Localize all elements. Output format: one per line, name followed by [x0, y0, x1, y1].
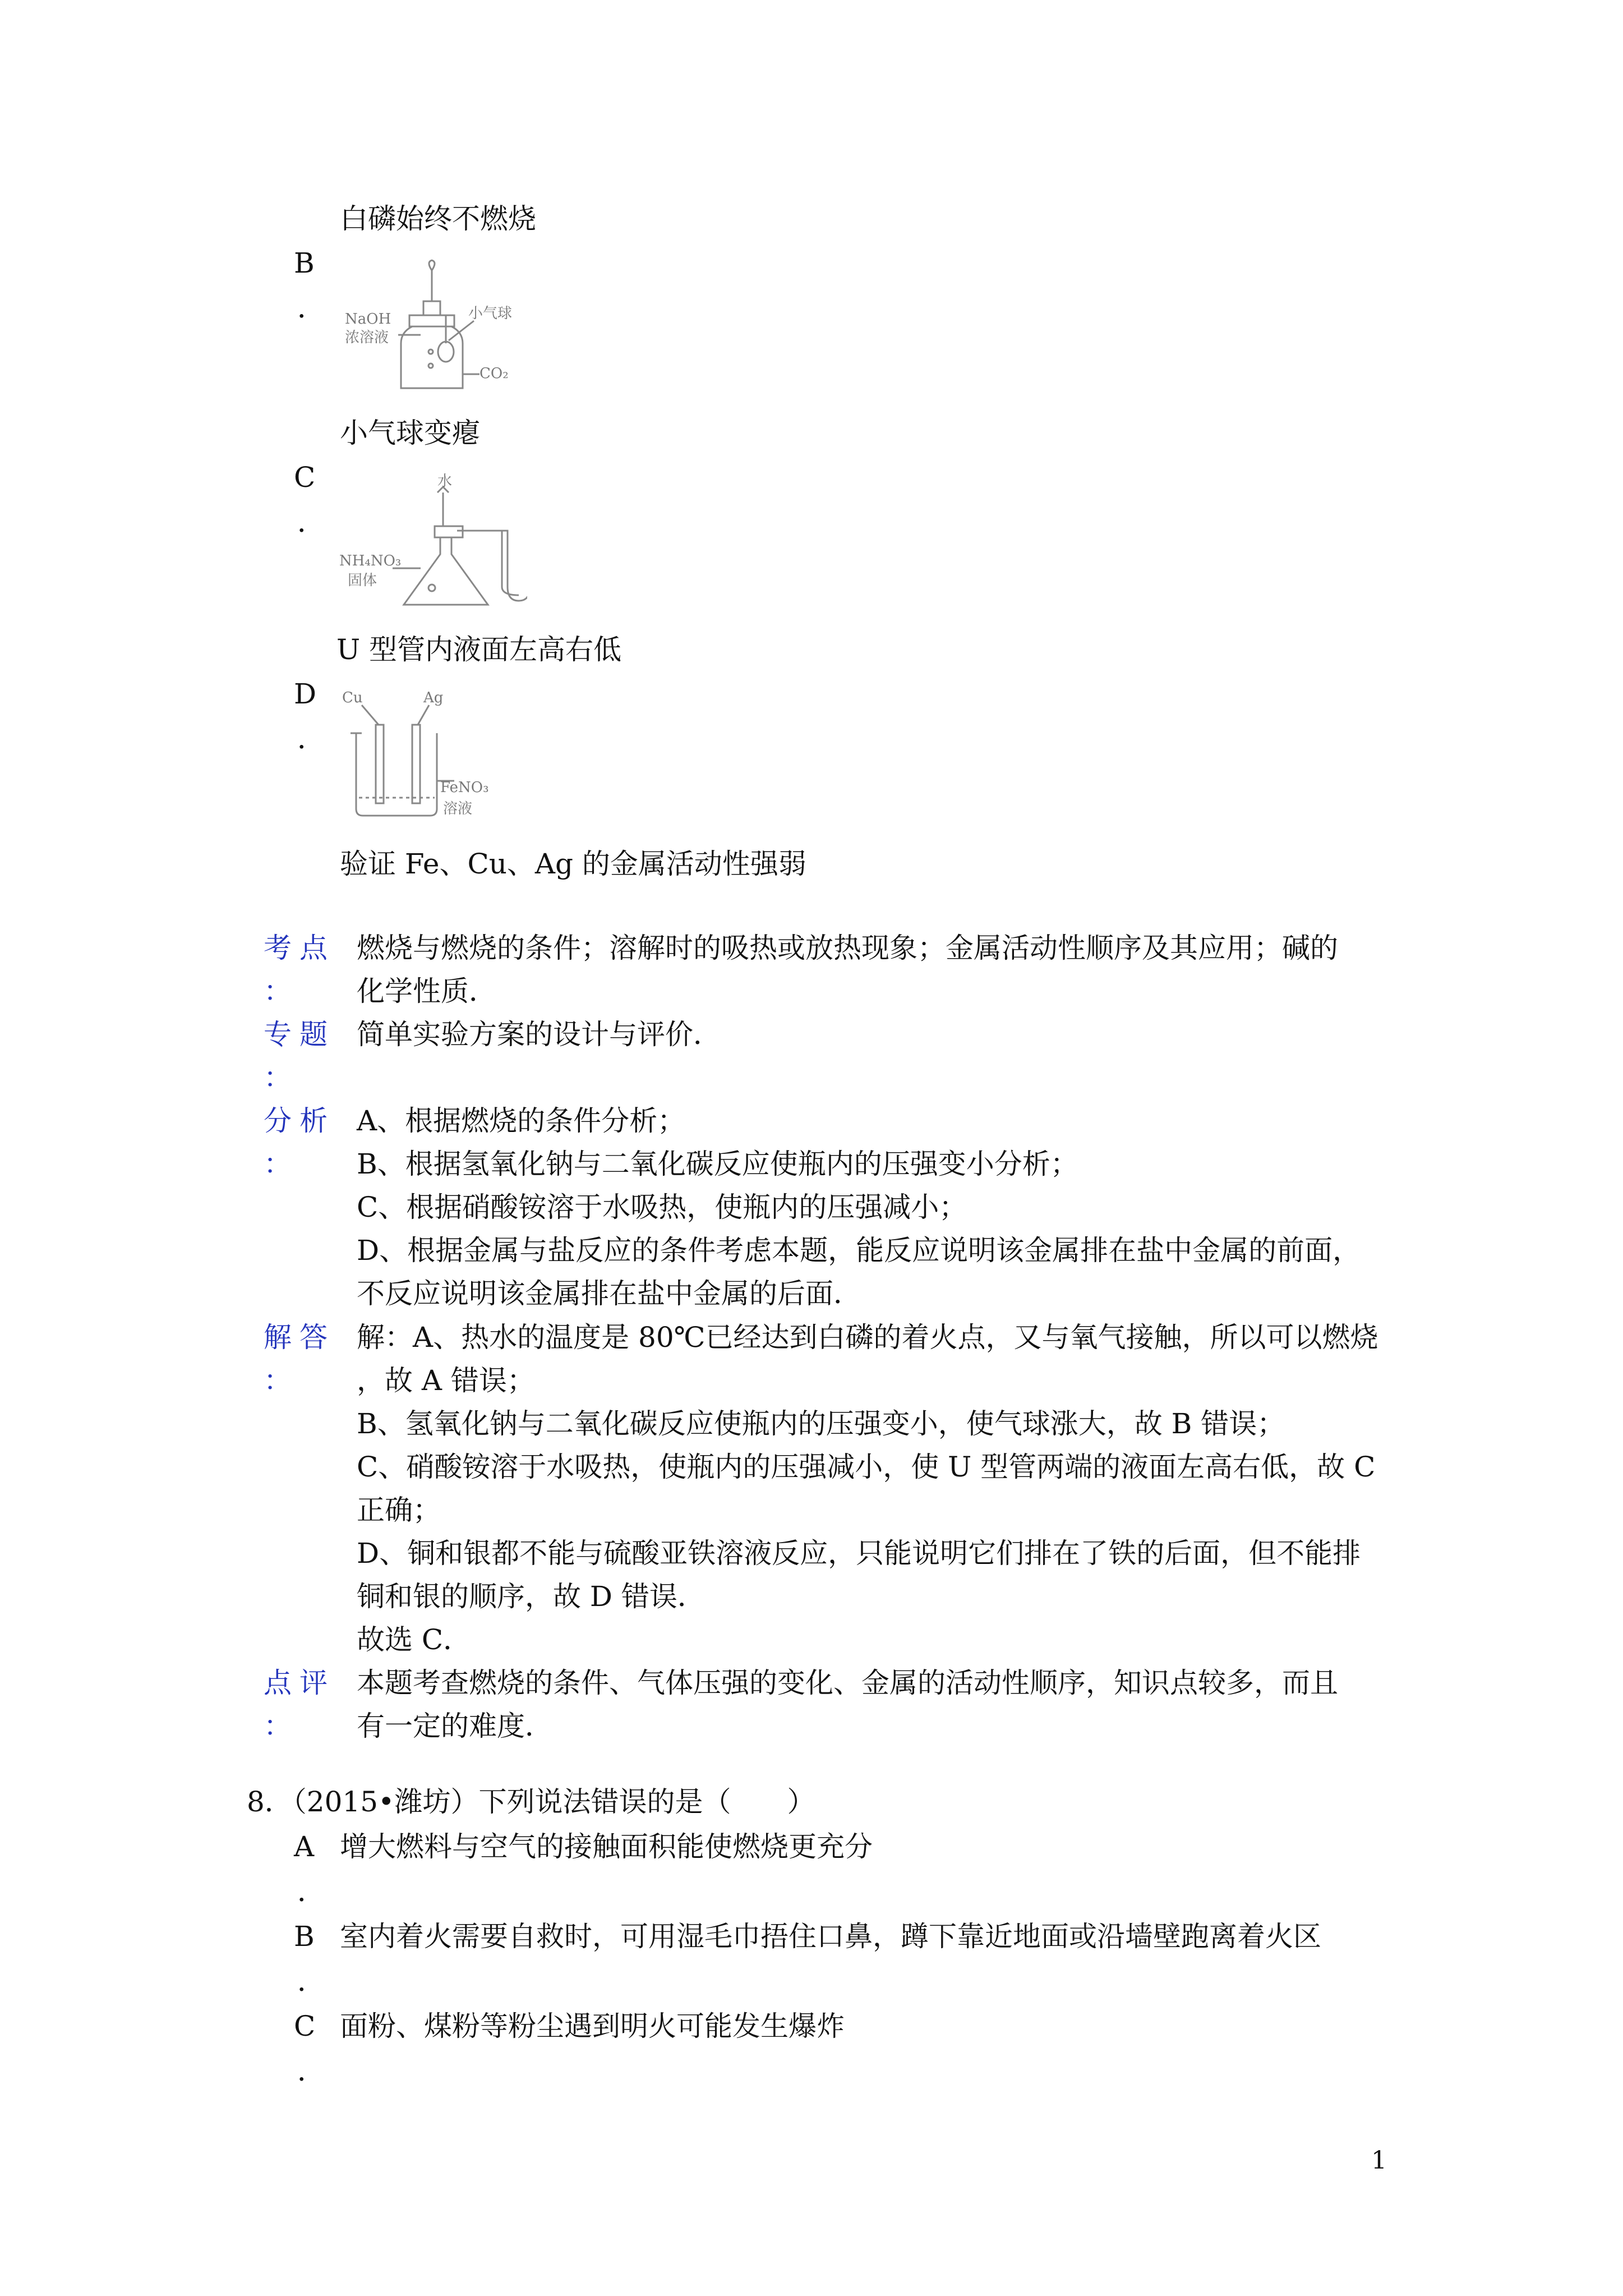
ag-label: Ag — [423, 689, 444, 706]
q8-option-b-dot: ． — [297, 1965, 325, 1998]
kaodian-line-1: 燃烧与燃烧的条件；溶解时的吸热或放热现象；金属活动性顺序及其应用；碱的 — [357, 932, 1338, 964]
solid-label: 固体 — [348, 572, 377, 589]
jieda-line-1: 解：A、热水的温度是 80℃已经达到白磷的着火点，又与氧气接触，所以可以燃烧 — [357, 1321, 1378, 1354]
zhuanti-line-1: 简单实验方案的设计与评价． — [357, 1018, 721, 1051]
naoh-bottle-diagram — [336, 259, 527, 399]
q8-option-a-letter: A — [294, 1830, 315, 1863]
cu-label: Cu — [342, 689, 363, 706]
jieda-line-2: ，故 A 错误； — [357, 1364, 535, 1397]
dianping-colon: ： — [264, 1710, 292, 1742]
q8-option-a-text: 增大燃料与空气的接触面积能使燃烧更充分 — [340, 1830, 873, 1863]
q8-option-a-dot: ． — [297, 1875, 325, 1908]
jieda-line-6: D、铜和银都不能与硫酸亚铁溶液反应，只能说明它们排在了铁的后面，但不能排 — [357, 1537, 1361, 1570]
q8-option-c-letter: C — [294, 2010, 316, 2042]
option-a-caption: 白磷始终不燃烧 — [340, 203, 536, 235]
option-b-caption: 小气球变瘪 — [340, 417, 480, 449]
option-b-figure — [336, 259, 527, 402]
fenxi-line-5: 不反应说明该金属排在盐中金属的后面． — [357, 1277, 861, 1310]
water-label: 水 — [437, 473, 453, 490]
jieda-line-7: 铜和银的顺序，故 D 错误． — [357, 1580, 706, 1613]
fenxi-line-1: A、根据燃烧的条件分析； — [357, 1105, 686, 1137]
option-b-letter: B — [294, 247, 315, 279]
page-number: 1 — [1371, 2146, 1387, 2175]
fenxi-colon: ： — [264, 1148, 292, 1180]
nh4no3-flask-diagram — [336, 470, 527, 616]
co2-label: CO₂ — [479, 365, 509, 382]
q8-option-b-text: 室内着火需要自救时，可用湿毛巾捂住口鼻，蹲下靠近地面或沿墙壁跑离着火区 — [340, 1920, 1321, 1953]
nh4no3-label: NH₄NO₃ — [339, 553, 402, 569]
option-d-figure — [336, 685, 516, 834]
option-d-dot: ． — [297, 723, 325, 755]
jieda-colon: ： — [264, 1364, 292, 1397]
kaodian-colon: ： — [264, 975, 292, 1007]
option-d-caption: 验证 Fe、Cu、Ag 的金属活动性强弱 — [340, 848, 806, 880]
dianping-line-1: 本题考查燃烧的条件、气体压强的变化、金属的活动性顺序，知识点较多，而且 — [357, 1667, 1338, 1699]
fenxi-line-4: D、根据金属与盐反应的条件考虑本题，能反应说明该金属排在盐中金属的前面， — [357, 1234, 1361, 1267]
option-b-dot: ． — [297, 292, 325, 324]
zhuanti-colon: ： — [264, 1061, 292, 1094]
q8-option-b-letter: B — [294, 1920, 315, 1953]
naoh-solution-label: 浓溶液 — [345, 329, 389, 346]
dianping-label: 点评 — [264, 1667, 335, 1699]
question-8-stem: 8．（2015•潍坊）下列说法错误的是（ ） — [247, 1786, 815, 1818]
solution-label: 溶液 — [443, 800, 473, 817]
fenxi-label: 分析 — [264, 1105, 335, 1137]
q8-option-c-dot: ． — [297, 2055, 325, 2087]
naoh-label: NaOH — [345, 311, 391, 328]
dianping-line-2: 有一定的难度． — [357, 1710, 553, 1742]
kaodian-label: 考点 — [264, 932, 335, 964]
jieda-line-8: 故选 C． — [357, 1623, 472, 1656]
jieda-label: 解答 — [264, 1321, 335, 1354]
option-c-letter: C — [294, 461, 316, 494]
feno3-label: FeNO₃ — [440, 779, 489, 796]
option-c-figure — [336, 470, 527, 618]
balloon-label: 小气球 — [468, 305, 513, 322]
option-c-caption: U 型管内液面左高右低 — [336, 633, 622, 666]
option-c-dot: ． — [297, 506, 325, 539]
jieda-line-5: 正确； — [357, 1494, 441, 1526]
option-d-letter: D — [294, 678, 317, 710]
metal-beaker-diagram — [336, 685, 516, 831]
fenxi-line-2: B、根据氢氧化钠与二氧化碳反应使瓶内的压强变小分析； — [357, 1148, 1078, 1180]
jieda-line-3: B、氢氧化钠与二氧化碳反应使瓶内的压强变小，使气球涨大，故 B 错误； — [357, 1407, 1285, 1440]
fenxi-line-3: C、根据硝酸铵溶于水吸热，使瓶内的压强减小； — [357, 1191, 967, 1223]
jieda-line-4: C、硝酸铵溶于水吸热，使瓶内的压强减小，使 U 型管两端的液面左高右低，故 C — [357, 1451, 1376, 1483]
kaodian-line-2: 化学性质． — [357, 975, 497, 1007]
zhuanti-label: 专题 — [264, 1018, 335, 1051]
q8-option-c-text: 面粉、煤粉等粉尘遇到明火可能发生爆炸 — [340, 2010, 845, 2042]
